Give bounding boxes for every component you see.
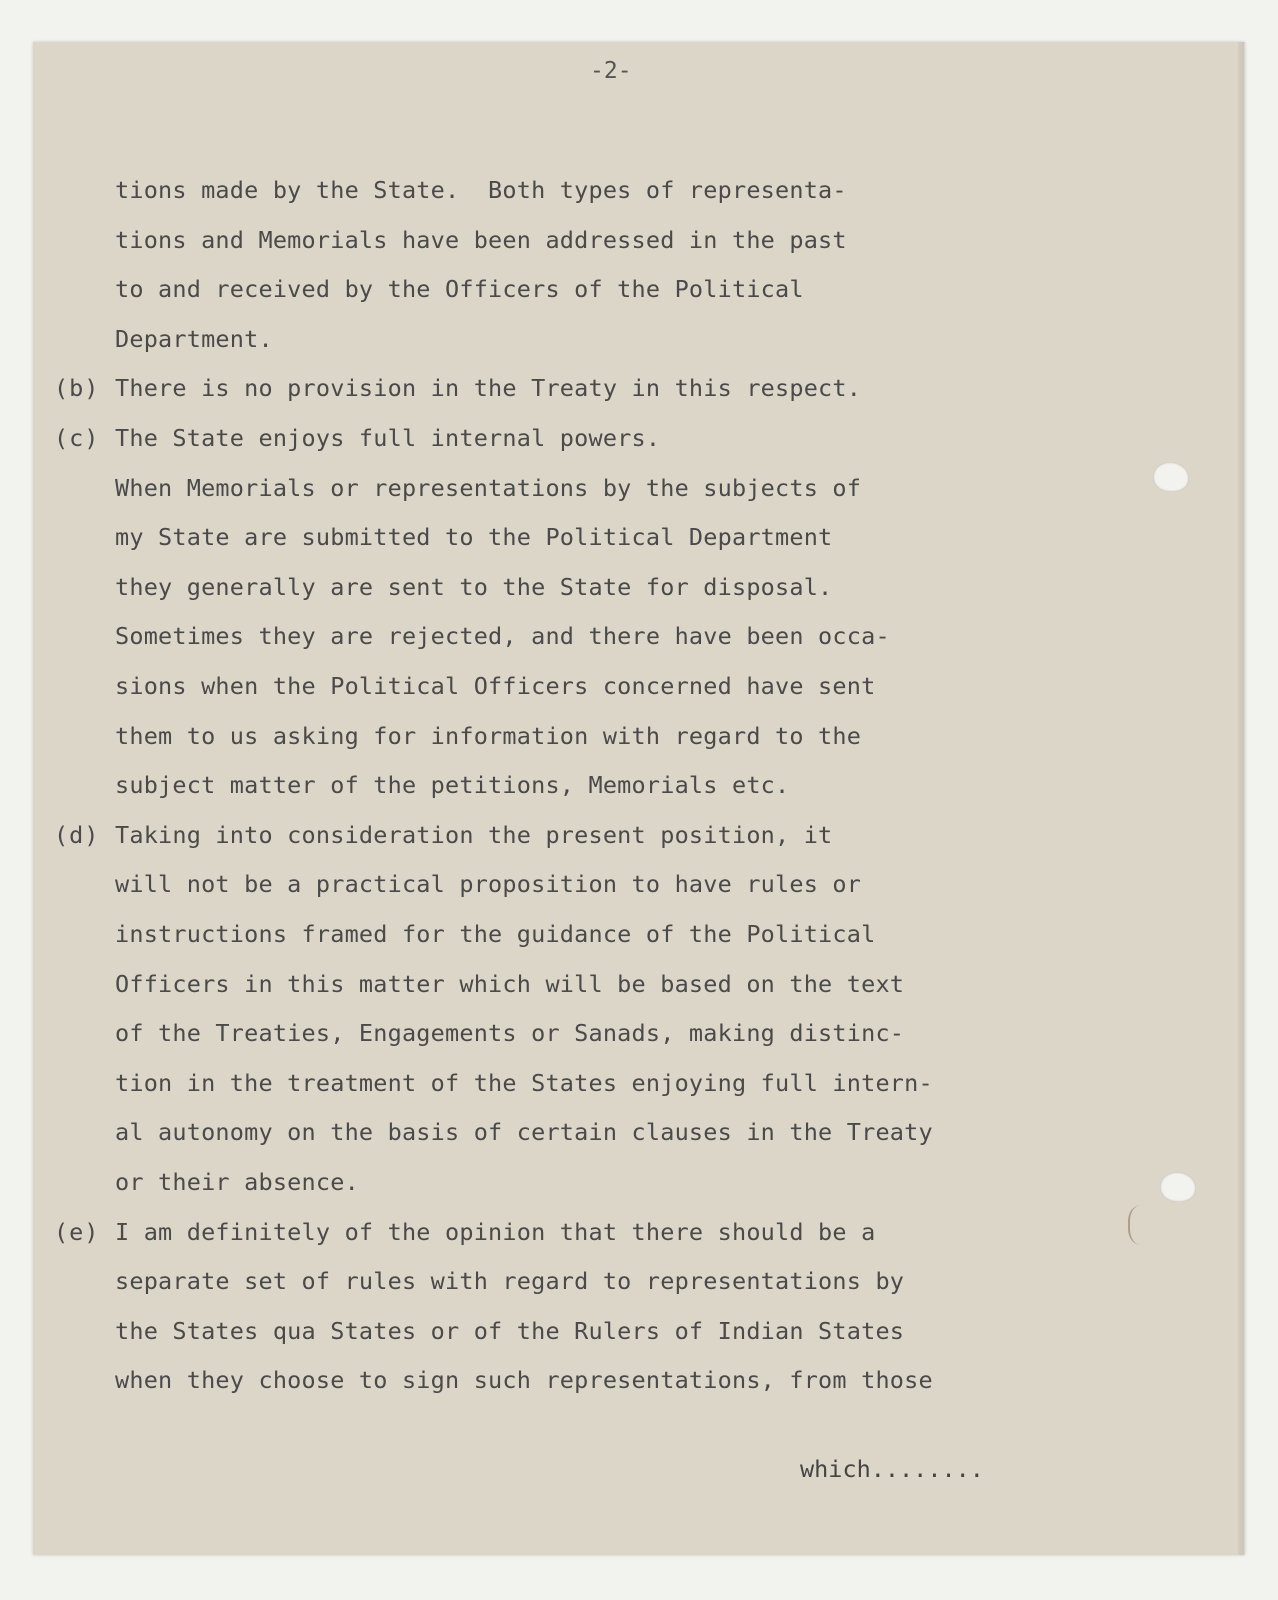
text-line: my State are submitted to the Political Department <box>115 523 833 551</box>
text-line: I am definitely of the opinion that there should be a <box>115 1218 876 1246</box>
text-line: When Memorials or representations by the subjects of <box>115 474 862 502</box>
text-line: or their absence. <box>115 1168 359 1196</box>
page-number: -2- <box>590 58 632 84</box>
text-line: tion in the treatment of the States enjoying full intern- <box>115 1069 933 1097</box>
text-line: instructions framed for the guidance of the Political <box>115 920 876 948</box>
list-marker: (d) <box>54 821 100 849</box>
text-line: There is no provision in the Treaty in this respect. <box>115 374 862 402</box>
list-marker: (e) <box>54 1218 100 1246</box>
text-line: when they choose to sign such representations, from those <box>115 1366 933 1394</box>
text-line: The State enjoys full internal powers. <box>115 424 661 452</box>
text-line: them to us asking for information with regard to the <box>115 722 862 750</box>
text-line: they generally are sent to the State for disposal. <box>115 573 833 601</box>
text-line: tions and Memorials have been addressed in the past <box>115 226 847 254</box>
list-marker: (b) <box>54 374 100 402</box>
text-line: Sometimes they are rejected, and there have been occa- <box>115 622 890 650</box>
text-line: the States qua States or of the Rulers of Indian States <box>115 1317 905 1345</box>
text-line: of the Treaties, Engagements or Sanads, making distinc- <box>115 1019 905 1047</box>
page-fold <box>1238 42 1244 1555</box>
punch-hole <box>1160 1172 1196 1202</box>
text-line: subject matter of the petitions, Memorials etc. <box>115 771 790 799</box>
text-line: will not be a practical proposition to have rules or <box>115 870 862 898</box>
list-marker: (c) <box>54 424 100 452</box>
text-line: Officers in this matter which will be based on the text <box>115 970 905 998</box>
paper-tear <box>1128 1205 1160 1245</box>
text-line: sions when the Political Officers concerned have sent <box>115 672 876 700</box>
text-line: Department. <box>115 325 273 353</box>
text-line: to and received by the Officers of the Political <box>115 275 804 303</box>
punch-hole <box>1153 462 1189 492</box>
text-line: tions made by the State. Both types of representa- <box>115 176 847 204</box>
text-line: Taking into consideration the present position, it <box>115 821 833 849</box>
continuation-word: which........ <box>800 1455 984 1483</box>
text-line: al autonomy on the basis of certain clauses in the Treaty <box>115 1118 933 1146</box>
text-line: separate set of rules with regard to representations by <box>115 1267 905 1295</box>
